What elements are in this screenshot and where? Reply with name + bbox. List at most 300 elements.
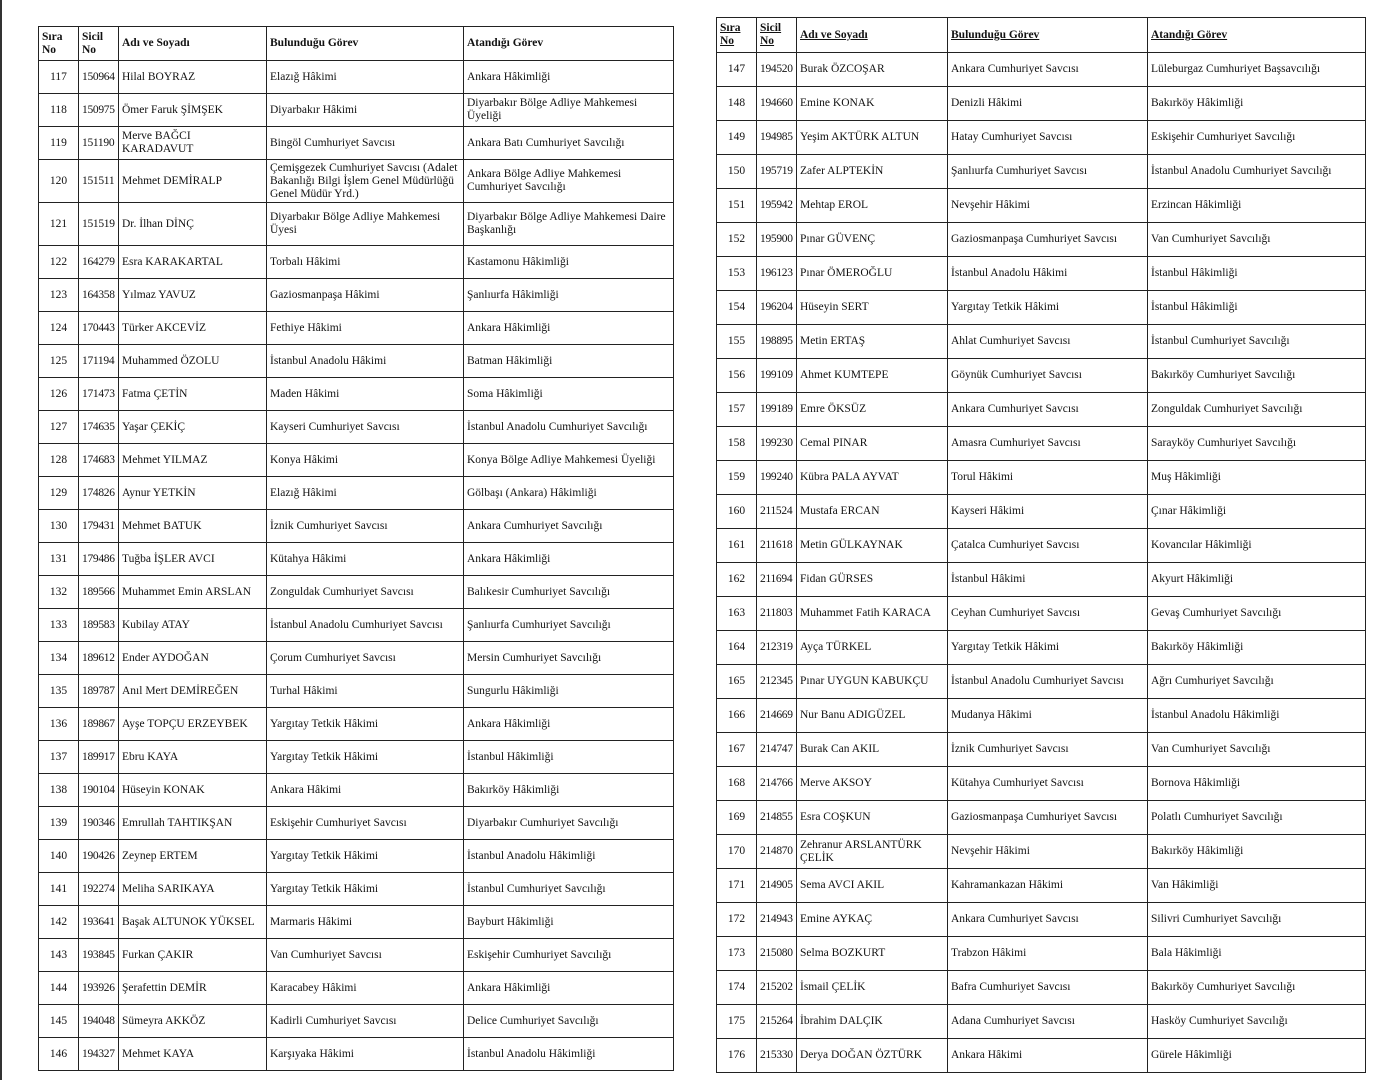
sicil-cell: 194985 bbox=[757, 121, 797, 155]
name-cell: Yılmaz YAVUZ bbox=[119, 279, 267, 312]
sicil-cell: 193641 bbox=[79, 906, 119, 939]
assigned-post-cell: İstanbul Anadolu Cumhuriyet Savcılığı bbox=[464, 411, 674, 444]
sicil-cell: 196204 bbox=[757, 291, 797, 325]
current-post-cell: Adana Cumhuriyet Savcısı bbox=[948, 1005, 1148, 1039]
assigned-post-cell: Bornova Hâkimliği bbox=[1148, 767, 1366, 801]
current-post-cell: Zonguldak Cumhuriyet Savcısı bbox=[267, 576, 464, 609]
current-post-cell: Diyarbakır Hâkimi bbox=[267, 94, 464, 127]
current-post-cell: Gaziosmanpaşa Cumhuriyet Savcısı bbox=[948, 801, 1148, 835]
name-cell: Esra KARAKARTAL bbox=[119, 246, 267, 279]
sicil-cell: 174635 bbox=[79, 411, 119, 444]
table-row bbox=[717, 121, 1366, 155]
current-post-cell: Nevşehir Hâkimi bbox=[948, 189, 1148, 223]
name-cell: Pınar ÖMEROĞLU bbox=[797, 257, 948, 291]
current-post-cell: Konya Hâkimi bbox=[267, 444, 464, 477]
sira-cell: 140 bbox=[39, 840, 79, 873]
current-post-cell: Ankara Cumhuriyet Savcısı bbox=[948, 53, 1148, 87]
name-cell: Başak ALTUNOK YÜKSEL bbox=[119, 906, 267, 939]
sicil-cell: 150964 bbox=[79, 61, 119, 94]
current-post-cell: Trabzon Hâkimi bbox=[948, 937, 1148, 971]
name-cell: Dr. İlhan DİNÇ bbox=[119, 203, 267, 246]
table-row bbox=[39, 94, 674, 127]
table-row bbox=[39, 246, 674, 279]
assigned-post-cell: Çınar Hâkimliği bbox=[1148, 495, 1366, 529]
table-row bbox=[39, 345, 674, 378]
name-cell: Hüseyin KONAK bbox=[119, 774, 267, 807]
table-row bbox=[39, 939, 674, 972]
assigned-post-cell: Lüleburgaz Cumhuriyet Başsavcılığı bbox=[1148, 53, 1366, 87]
table-row bbox=[717, 767, 1366, 801]
sicil-cell: 171194 bbox=[79, 345, 119, 378]
assigned-post-cell: Gürele Hâkimliği bbox=[1148, 1039, 1366, 1073]
name-cell: Metin ERTAŞ bbox=[797, 325, 948, 359]
sira-cell: 135 bbox=[39, 675, 79, 708]
sicil-cell: 189583 bbox=[79, 609, 119, 642]
sira-cell: 171 bbox=[717, 869, 757, 903]
sicil-cell: 211524 bbox=[757, 495, 797, 529]
sira-cell: 133 bbox=[39, 609, 79, 642]
assigned-post-cell: Zonguldak Cumhuriyet Savcılığı bbox=[1148, 393, 1366, 427]
name-cell: Zafer ALPTEKİN bbox=[797, 155, 948, 189]
name-cell: Pınar UYGUN KABUKÇU bbox=[797, 665, 948, 699]
sicil-cell: 151519 bbox=[79, 203, 119, 246]
current-post-cell: Yargıtay Tetkik Hâkimi bbox=[267, 741, 464, 774]
assigned-post-cell: Bala Hâkimliği bbox=[1148, 937, 1366, 971]
name-cell: Cemal PINAR bbox=[797, 427, 948, 461]
current-post-cell: Elazığ Hâkimi bbox=[267, 61, 464, 94]
name-cell: Mustafa ERCAN bbox=[797, 495, 948, 529]
sicil-cell: 195942 bbox=[757, 189, 797, 223]
sicil-cell: 214669 bbox=[757, 699, 797, 733]
assigned-post-cell: Bayburt Hâkimliği bbox=[464, 906, 674, 939]
sira-cell: 167 bbox=[717, 733, 757, 767]
sicil-cell: 189612 bbox=[79, 642, 119, 675]
assigned-post-cell: Ankara Hâkimliği bbox=[464, 543, 674, 576]
assigned-post-cell: Konya Bölge Adliye Mahkemesi Üyeliği bbox=[464, 444, 674, 477]
table-row bbox=[39, 840, 674, 873]
sicil-cell: 170443 bbox=[79, 312, 119, 345]
name-cell: Pınar GÜVENÇ bbox=[797, 223, 948, 257]
name-cell: Sema AVCI AKIL bbox=[797, 869, 948, 903]
assigned-post-cell: Eskişehir Cumhuriyet Savcılığı bbox=[464, 939, 674, 972]
header-current-post: Bulunduğu Görev bbox=[948, 18, 1148, 53]
table-row bbox=[717, 427, 1366, 461]
assigned-post-cell: Diyarbakır Cumhuriyet Savcılığı bbox=[464, 807, 674, 840]
assigned-post-cell: Polatlı Cumhuriyet Savcılığı bbox=[1148, 801, 1366, 835]
current-post-cell: İstanbul Anadolu Hâkimi bbox=[948, 257, 1148, 291]
sira-cell: 168 bbox=[717, 767, 757, 801]
current-post-cell: Turhal Hâkimi bbox=[267, 675, 464, 708]
assigned-post-cell: Diyarbakır Bölge Adliye Mahkemesi Üyeliği bbox=[464, 94, 674, 127]
table-row bbox=[717, 631, 1366, 665]
current-post-cell: Çatalca Cumhuriyet Savcısı bbox=[948, 529, 1148, 563]
assigned-post-cell: İstanbul Hâkimliği bbox=[1148, 257, 1366, 291]
assigned-post-cell: Ankara Bölge Adliye Mahkemesi Cumhuriyet Savcılığı bbox=[464, 160, 674, 203]
sira-cell: 176 bbox=[717, 1039, 757, 1073]
assigned-post-cell: Ankara Hâkimliği bbox=[464, 972, 674, 1005]
sira-cell: 142 bbox=[39, 906, 79, 939]
sira-cell: 120 bbox=[39, 160, 79, 203]
sira-cell: 147 bbox=[717, 53, 757, 87]
table-row bbox=[39, 708, 674, 741]
table-row bbox=[39, 642, 674, 675]
table-row bbox=[717, 563, 1366, 597]
sira-cell: 150 bbox=[717, 155, 757, 189]
header-sicil-no: Sicil No bbox=[79, 27, 119, 61]
name-cell: Kubilay ATAY bbox=[119, 609, 267, 642]
sira-cell: 137 bbox=[39, 741, 79, 774]
sira-cell: 163 bbox=[717, 597, 757, 631]
current-post-cell: Ceyhan Cumhuriyet Savcısı bbox=[948, 597, 1148, 631]
table-row bbox=[717, 53, 1366, 87]
assigned-post-cell: İstanbul Cumhuriyet Savcılığı bbox=[464, 873, 674, 906]
sira-cell: 156 bbox=[717, 359, 757, 393]
name-cell: Ömer Faruk ŞİMŞEK bbox=[119, 94, 267, 127]
assigned-post-cell: Bakırköy Hâkimliği bbox=[1148, 87, 1366, 121]
table-row bbox=[717, 325, 1366, 359]
sicil-cell: 171473 bbox=[79, 378, 119, 411]
assigned-post-cell: Hasköy Cumhuriyet Savcılığı bbox=[1148, 1005, 1366, 1039]
table-row bbox=[39, 411, 674, 444]
table-row bbox=[39, 543, 674, 576]
current-post-cell: Kayseri Cumhuriyet Savcısı bbox=[267, 411, 464, 444]
table-row bbox=[39, 972, 674, 1005]
name-cell: Ender AYDOĞAN bbox=[119, 642, 267, 675]
sicil-cell: 150975 bbox=[79, 94, 119, 127]
sira-cell: 123 bbox=[39, 279, 79, 312]
header-sicil-no: Sicil No bbox=[757, 18, 797, 53]
sicil-cell: 211803 bbox=[757, 597, 797, 631]
sira-cell: 145 bbox=[39, 1005, 79, 1038]
sira-cell: 170 bbox=[717, 835, 757, 869]
sira-cell: 121 bbox=[39, 203, 79, 246]
sira-cell: 132 bbox=[39, 576, 79, 609]
table-row bbox=[717, 937, 1366, 971]
assigned-post-cell: Bakırköy Cumhuriyet Savcılığı bbox=[1148, 359, 1366, 393]
header-sira-no: Sıra No bbox=[717, 18, 757, 53]
assigned-post-cell: Van Cumhuriyet Savcılığı bbox=[1148, 733, 1366, 767]
current-post-cell: Yargıtay Tetkik Hâkimi bbox=[948, 631, 1148, 665]
assigned-post-cell: Soma Hâkimliği bbox=[464, 378, 674, 411]
current-post-cell: Ankara Cumhuriyet Savcısı bbox=[948, 903, 1148, 937]
sira-cell: 130 bbox=[39, 510, 79, 543]
current-post-cell: Çorum Cumhuriyet Savcısı bbox=[267, 642, 464, 675]
name-cell: Furkan ÇAKIR bbox=[119, 939, 267, 972]
sicil-cell: 214747 bbox=[757, 733, 797, 767]
table-row bbox=[39, 906, 674, 939]
name-cell: Kübra PALA AYVAT bbox=[797, 461, 948, 495]
sira-cell: 125 bbox=[39, 345, 79, 378]
assigned-post-cell: Ağrı Cumhuriyet Savcılığı bbox=[1148, 665, 1366, 699]
name-cell: Hilal BOYRAZ bbox=[119, 61, 267, 94]
current-post-cell: Maden Hâkimi bbox=[267, 378, 464, 411]
current-post-cell: Ahlat Cumhuriyet Savcısı bbox=[948, 325, 1148, 359]
name-cell: Esra COŞKUN bbox=[797, 801, 948, 835]
assigned-post-cell: Ankara Cumhuriyet Savcılığı bbox=[464, 510, 674, 543]
assigned-post-cell: Batman Hâkimliği bbox=[464, 345, 674, 378]
sira-cell: 162 bbox=[717, 563, 757, 597]
sira-cell: 169 bbox=[717, 801, 757, 835]
name-cell: İsmail ÇELİK bbox=[797, 971, 948, 1005]
sira-cell: 165 bbox=[717, 665, 757, 699]
assigned-post-cell: Silivri Cumhuriyet Savcılığı bbox=[1148, 903, 1366, 937]
sira-cell: 154 bbox=[717, 291, 757, 325]
sicil-cell: 199109 bbox=[757, 359, 797, 393]
sira-cell: 173 bbox=[717, 937, 757, 971]
header-name: Adı ve Soyadı bbox=[797, 18, 948, 53]
current-post-cell: Hatay Cumhuriyet Savcısı bbox=[948, 121, 1148, 155]
sicil-cell: 199230 bbox=[757, 427, 797, 461]
table-row bbox=[39, 444, 674, 477]
assigned-post-cell: Delice Cumhuriyet Savcılığı bbox=[464, 1005, 674, 1038]
assigned-post-cell: Bakırköy Hâkimliği bbox=[1148, 631, 1366, 665]
header-row bbox=[717, 18, 1366, 53]
assigned-post-cell: Kastamonu Hâkimliği bbox=[464, 246, 674, 279]
table-row bbox=[39, 477, 674, 510]
current-post-cell: Yargıtay Tetkik Hâkimi bbox=[267, 873, 464, 906]
current-post-cell: Kütahya Cumhuriyet Savcısı bbox=[948, 767, 1148, 801]
sira-cell: 129 bbox=[39, 477, 79, 510]
table-row bbox=[39, 807, 674, 840]
name-cell: Ayça TÜRKEL bbox=[797, 631, 948, 665]
name-cell: Yeşim AKTÜRK ALTUN bbox=[797, 121, 948, 155]
current-post-cell: İznik Cumhuriyet Savcısı bbox=[948, 733, 1148, 767]
assigned-post-cell: Ankara Batı Cumhuriyet Savcılığı bbox=[464, 127, 674, 160]
table-row bbox=[717, 87, 1366, 121]
header-assigned-post: Atandığı Görev bbox=[1148, 18, 1366, 53]
current-post-cell: İstanbul Anadolu Hâkimi bbox=[267, 345, 464, 378]
name-cell: Muhammet Emin ARSLAN bbox=[119, 576, 267, 609]
current-post-cell: Şanlıurfa Cumhuriyet Savcısı bbox=[948, 155, 1148, 189]
appointment-table-right bbox=[716, 17, 1366, 1073]
assigned-post-cell: Bakırköy Cumhuriyet Savcılığı bbox=[1148, 971, 1366, 1005]
table-row bbox=[39, 160, 674, 203]
table-row bbox=[717, 495, 1366, 529]
current-post-cell: Ankara Hâkimi bbox=[267, 774, 464, 807]
table-row bbox=[717, 733, 1366, 767]
sira-cell: 161 bbox=[717, 529, 757, 563]
current-post-cell: Yargıtay Tetkik Hâkimi bbox=[948, 291, 1148, 325]
name-cell: Tuğba İŞLER AVCI bbox=[119, 543, 267, 576]
sicil-cell: 193926 bbox=[79, 972, 119, 1005]
name-cell: Derya DOĞAN ÖZTÜRK bbox=[797, 1039, 948, 1073]
table-row bbox=[717, 359, 1366, 393]
sira-cell: 139 bbox=[39, 807, 79, 840]
assigned-post-cell: Diyarbakır Bölge Adliye Mahkemesi Daire Başkanlığı bbox=[464, 203, 674, 246]
current-post-cell: İstanbul Hâkimi bbox=[948, 563, 1148, 597]
name-cell: Mehmet DEMİRALP bbox=[119, 160, 267, 203]
header-row bbox=[39, 27, 674, 61]
assigned-post-cell: Sungurlu Hâkimliği bbox=[464, 675, 674, 708]
sicil-cell: 215264 bbox=[757, 1005, 797, 1039]
sira-cell: 126 bbox=[39, 378, 79, 411]
name-cell: Yaşar ÇEKİÇ bbox=[119, 411, 267, 444]
sira-cell: 124 bbox=[39, 312, 79, 345]
left-table-body bbox=[39, 61, 674, 1071]
table-row bbox=[717, 835, 1366, 869]
current-post-cell: Mudanya Hâkimi bbox=[948, 699, 1148, 733]
table-row bbox=[717, 1039, 1366, 1073]
table-row bbox=[39, 279, 674, 312]
name-cell: Mehtap EROL bbox=[797, 189, 948, 223]
name-cell: Mehmet KAYA bbox=[119, 1038, 267, 1071]
assigned-post-cell: Eskişehir Cumhuriyet Savcılığı bbox=[1148, 121, 1366, 155]
name-cell: Burak Can AKIL bbox=[797, 733, 948, 767]
sicil-cell: 189917 bbox=[79, 741, 119, 774]
sira-cell: 136 bbox=[39, 708, 79, 741]
sicil-cell: 214855 bbox=[757, 801, 797, 835]
sira-cell: 143 bbox=[39, 939, 79, 972]
table-row bbox=[717, 699, 1366, 733]
sicil-cell: 196123 bbox=[757, 257, 797, 291]
sira-cell: 146 bbox=[39, 1038, 79, 1071]
current-post-cell: Ankara Hâkimi bbox=[948, 1039, 1148, 1073]
assigned-post-cell: İstanbul Anadolu Hâkimliği bbox=[464, 1038, 674, 1071]
name-cell: Aynur YETKİN bbox=[119, 477, 267, 510]
sicil-cell: 151511 bbox=[79, 160, 119, 203]
sicil-cell: 151190 bbox=[79, 127, 119, 160]
sira-cell: 152 bbox=[717, 223, 757, 257]
current-post-cell: Yargıtay Tetkik Hâkimi bbox=[267, 840, 464, 873]
sicil-cell: 215330 bbox=[757, 1039, 797, 1073]
assigned-post-cell: Şanlıurfa Cumhuriyet Savcılığı bbox=[464, 609, 674, 642]
sira-cell: 175 bbox=[717, 1005, 757, 1039]
table-row bbox=[717, 223, 1366, 257]
current-post-cell: Marmaris Hâkimi bbox=[267, 906, 464, 939]
current-post-cell: Yargıtay Tetkik Hâkimi bbox=[267, 708, 464, 741]
sira-cell: 157 bbox=[717, 393, 757, 427]
name-cell: Türker AKCEVİZ bbox=[119, 312, 267, 345]
appointment-table-left bbox=[38, 26, 674, 1071]
name-cell: Ebru KAYA bbox=[119, 741, 267, 774]
sira-cell: 138 bbox=[39, 774, 79, 807]
sira-cell: 172 bbox=[717, 903, 757, 937]
table-row bbox=[39, 576, 674, 609]
assigned-post-cell: İstanbul Hâkimliği bbox=[1148, 291, 1366, 325]
current-post-cell: İstanbul Anadolu Cumhuriyet Savcısı bbox=[948, 665, 1148, 699]
table-row bbox=[717, 393, 1366, 427]
table-row bbox=[39, 873, 674, 906]
page-edge bbox=[0, 0, 2, 1080]
sira-cell: 117 bbox=[39, 61, 79, 94]
sicil-cell: 164279 bbox=[79, 246, 119, 279]
sicil-cell: 194048 bbox=[79, 1005, 119, 1038]
assigned-post-cell: Mersin Cumhuriyet Savcılığı bbox=[464, 642, 674, 675]
table-row bbox=[39, 312, 674, 345]
sira-cell: 151 bbox=[717, 189, 757, 223]
sicil-cell: 214943 bbox=[757, 903, 797, 937]
sira-cell: 174 bbox=[717, 971, 757, 1005]
name-cell: Selma BOZKURT bbox=[797, 937, 948, 971]
table-row bbox=[39, 378, 674, 411]
sicil-cell: 215080 bbox=[757, 937, 797, 971]
right-table-body bbox=[717, 53, 1366, 1073]
name-cell: Emine KONAK bbox=[797, 87, 948, 121]
sicil-cell: 192274 bbox=[79, 873, 119, 906]
assigned-post-cell: İstanbul Cumhuriyet Savcılığı bbox=[1148, 325, 1366, 359]
table-row bbox=[717, 461, 1366, 495]
assigned-post-cell: Van Cumhuriyet Savcılığı bbox=[1148, 223, 1366, 257]
sira-cell: 122 bbox=[39, 246, 79, 279]
table-row bbox=[717, 291, 1366, 325]
table-row bbox=[39, 127, 674, 160]
name-cell: Merve BAĞCI KARADAVUT bbox=[119, 127, 267, 160]
current-post-cell: Ankara Cumhuriyet Savcısı bbox=[948, 393, 1148, 427]
name-cell: Ayşe TOPÇU ERZEYBEK bbox=[119, 708, 267, 741]
sira-cell: 118 bbox=[39, 94, 79, 127]
current-post-cell: Göynük Cumhuriyet Savcısı bbox=[948, 359, 1148, 393]
header-name: Adı ve Soyadı bbox=[119, 27, 267, 61]
sicil-cell: 199240 bbox=[757, 461, 797, 495]
table-row bbox=[39, 1005, 674, 1038]
sira-cell: 134 bbox=[39, 642, 79, 675]
table-row bbox=[717, 971, 1366, 1005]
name-cell: Burak ÖZCOŞAR bbox=[797, 53, 948, 87]
sicil-cell: 190346 bbox=[79, 807, 119, 840]
current-post-cell: Karacabey Hâkimi bbox=[267, 972, 464, 1005]
name-cell: Nur Banu ADIGÜZEL bbox=[797, 699, 948, 733]
assigned-post-cell: Şanlıurfa Hâkimliği bbox=[464, 279, 674, 312]
table-row bbox=[39, 774, 674, 807]
header-current-post: Bulunduğu Görev bbox=[267, 27, 464, 61]
header-assigned-post: Atandığı Görev bbox=[464, 27, 674, 61]
assigned-post-cell: Balıkesir Cumhuriyet Savcılığı bbox=[464, 576, 674, 609]
name-cell: Emre ÖKSÜZ bbox=[797, 393, 948, 427]
sicil-cell: 214905 bbox=[757, 869, 797, 903]
name-cell: Fatma ÇETİN bbox=[119, 378, 267, 411]
name-cell: İbrahim DALÇIK bbox=[797, 1005, 948, 1039]
assigned-post-cell: Bakırköy Hâkimliği bbox=[1148, 835, 1366, 869]
header-sira-no: Sıra No bbox=[39, 27, 79, 61]
table-row bbox=[39, 1038, 674, 1071]
current-post-cell: Çemişgezek Cumhuriyet Savcısı (Adalet Bakanlığı Bilgi İşlem Genel Müdürlüğü Genel Müdür Yrd.) bbox=[267, 160, 464, 203]
name-cell: Mehmet BATUK bbox=[119, 510, 267, 543]
sicil-cell: 214870 bbox=[757, 835, 797, 869]
name-cell: Emine AYKAÇ bbox=[797, 903, 948, 937]
current-post-cell: Torul Hâkimi bbox=[948, 461, 1148, 495]
sicil-cell: 211694 bbox=[757, 563, 797, 597]
sira-cell: 141 bbox=[39, 873, 79, 906]
assigned-post-cell: Akyurt Hâkimliği bbox=[1148, 563, 1366, 597]
assigned-post-cell: İstanbul Hâkimliği bbox=[464, 741, 674, 774]
current-post-cell: Van Cumhuriyet Savcısı bbox=[267, 939, 464, 972]
current-post-cell: Nevşehir Hâkimi bbox=[948, 835, 1148, 869]
name-cell: Metin GÜLKAYNAK bbox=[797, 529, 948, 563]
current-post-cell: Eskişehir Cumhuriyet Savcısı bbox=[267, 807, 464, 840]
table-row bbox=[717, 869, 1366, 903]
assigned-post-cell: Kovancılar Hâkimliği bbox=[1148, 529, 1366, 563]
current-post-cell: Fethiye Hâkimi bbox=[267, 312, 464, 345]
assigned-post-cell: Sarayköy Cumhuriyet Savcılığı bbox=[1148, 427, 1366, 461]
assigned-post-cell: Van Hâkimliği bbox=[1148, 869, 1366, 903]
current-post-cell: Kadirli Cumhuriyet Savcısı bbox=[267, 1005, 464, 1038]
sicil-cell: 174683 bbox=[79, 444, 119, 477]
sicil-cell: 195719 bbox=[757, 155, 797, 189]
sicil-cell: 212345 bbox=[757, 665, 797, 699]
current-post-cell: Amasra Cumhuriyet Savcısı bbox=[948, 427, 1148, 461]
assigned-post-cell: İstanbul Anadolu Cumhuriyet Savcılığı bbox=[1148, 155, 1366, 189]
current-post-cell: Bingöl Cumhuriyet Savcısı bbox=[267, 127, 464, 160]
sira-cell: 155 bbox=[717, 325, 757, 359]
current-post-cell: Gaziosmanpaşa Hâkimi bbox=[267, 279, 464, 312]
table-row bbox=[39, 203, 674, 246]
table-row bbox=[717, 903, 1366, 937]
sira-cell: 127 bbox=[39, 411, 79, 444]
current-post-cell: Kütahya Hâkimi bbox=[267, 543, 464, 576]
table-row bbox=[717, 257, 1366, 291]
assigned-post-cell: Erzincan Hâkimliği bbox=[1148, 189, 1366, 223]
name-cell: Fidan GÜRSES bbox=[797, 563, 948, 597]
